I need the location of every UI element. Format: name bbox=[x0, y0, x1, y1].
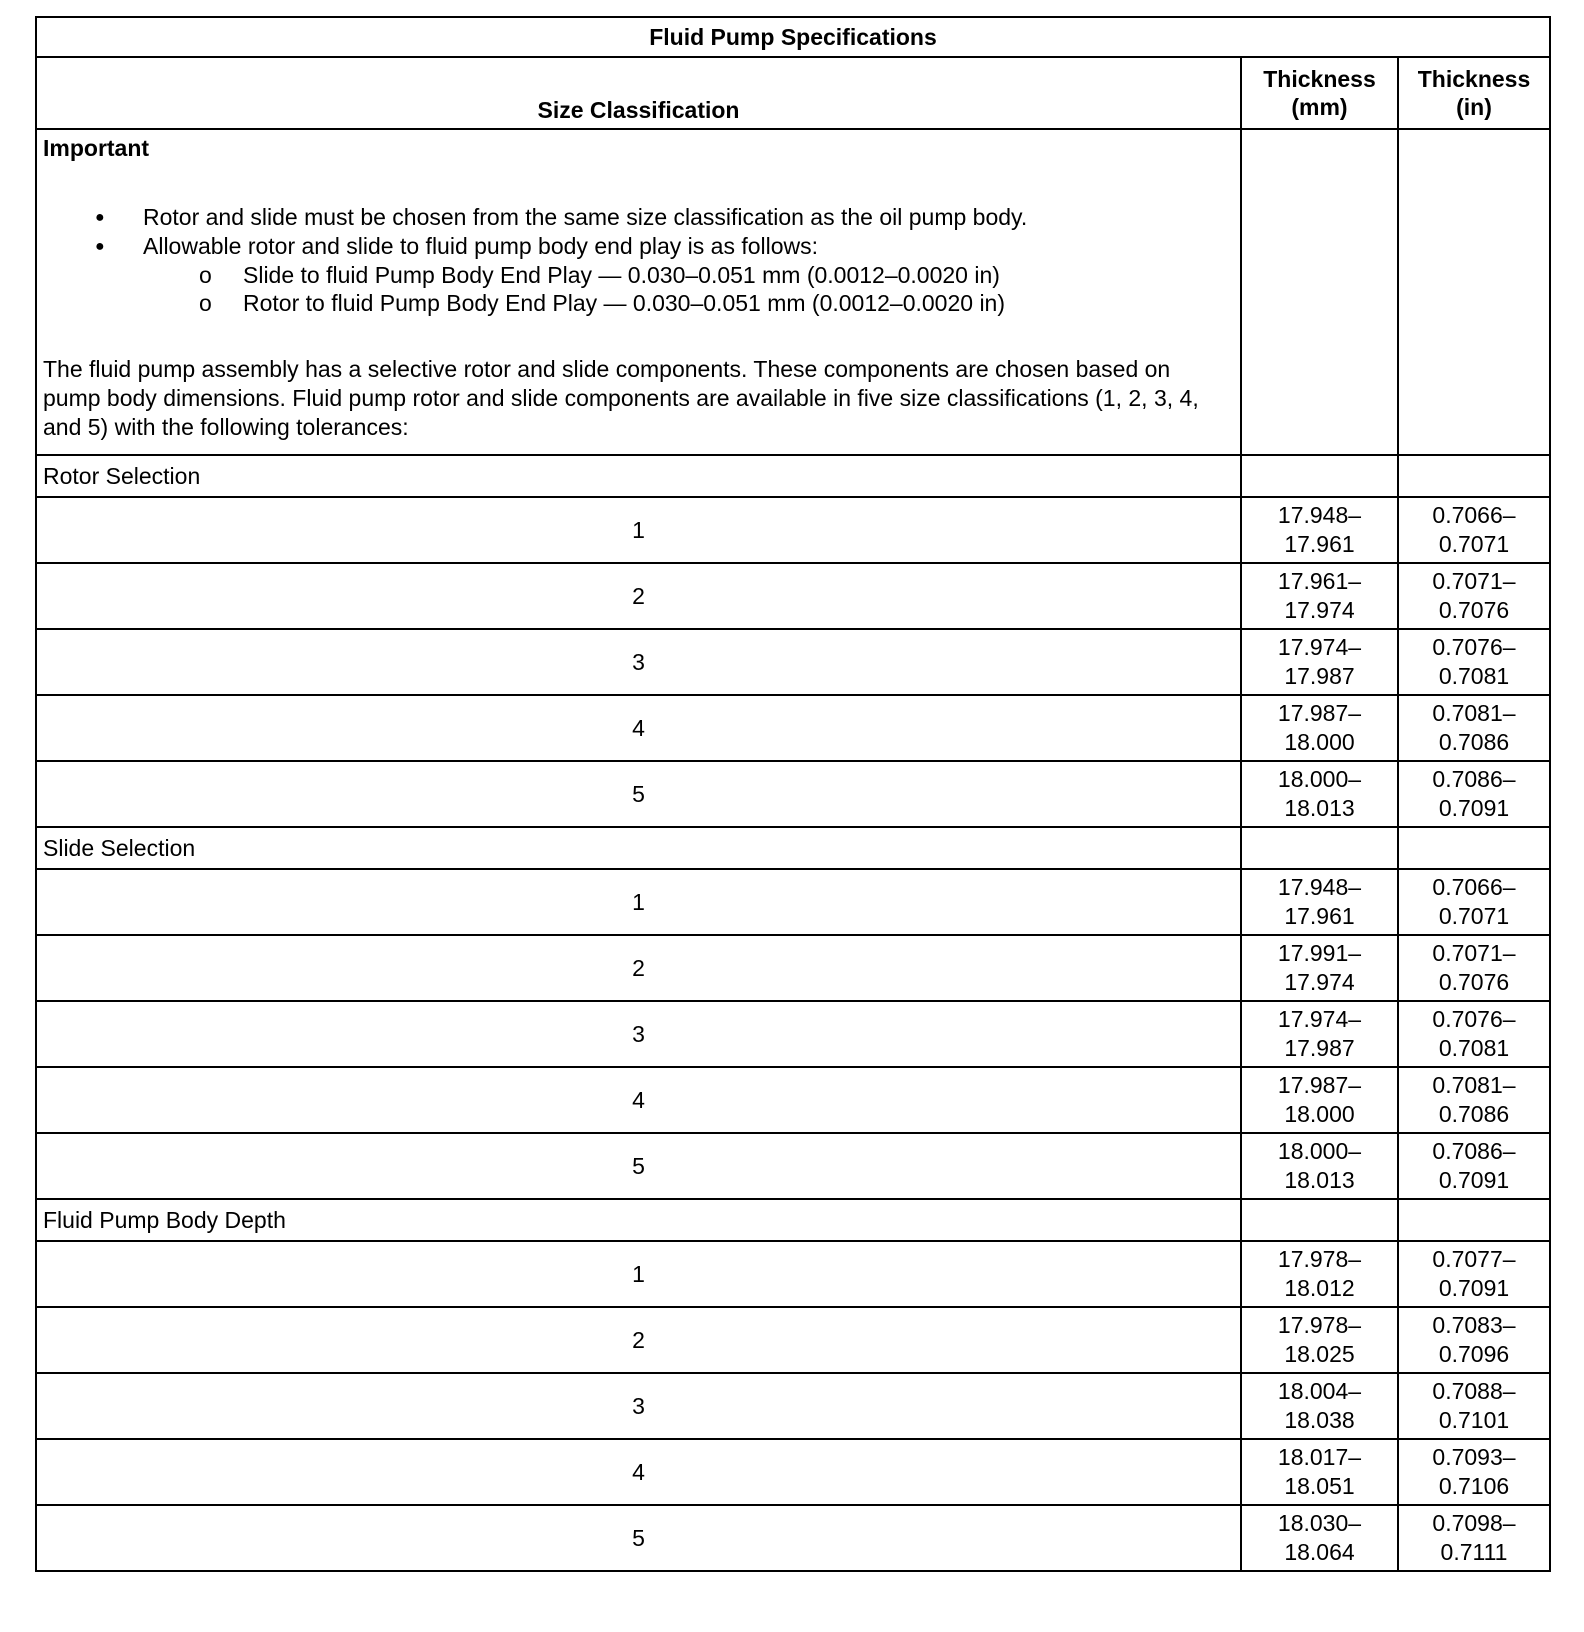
table-row bbox=[36, 761, 1550, 827]
thickness-in-cell-max: 0.7071 bbox=[1438, 531, 1510, 557]
thickness-mm-cell bbox=[1241, 1439, 1398, 1505]
thickness-mm-cell-min: 18.004– bbox=[1277, 1378, 1362, 1404]
thickness-mm-cell-min: 17.961– bbox=[1277, 568, 1362, 594]
thickness-mm-cell-min: 17.978– bbox=[1277, 1312, 1362, 1338]
thickness-in-cell-min: 0.7093– bbox=[1432, 1444, 1516, 1470]
thickness-mm-cell-max: 17.961 bbox=[1284, 531, 1355, 557]
thickness-in-cell-min: 0.7071– bbox=[1432, 568, 1516, 594]
thickness-mm-cell bbox=[1241, 761, 1398, 827]
thickness-in-cell-max: 0.7106 bbox=[1438, 1473, 1510, 1499]
thickness-mm-cell-min: 18.000– bbox=[1277, 766, 1362, 792]
thickness-mm-cell-max: 17.961 bbox=[1284, 903, 1355, 929]
thickness-mm-cell-max: 18.000 bbox=[1284, 729, 1355, 755]
thickness-in-cell-max: 0.7111 bbox=[1440, 1539, 1508, 1565]
size-class-cell: 3 bbox=[36, 629, 1241, 695]
size-class-cell: 5 bbox=[36, 1505, 1241, 1571]
size-class-cell: 4 bbox=[36, 1439, 1241, 1505]
table-row bbox=[36, 1067, 1550, 1133]
header-thickness-in-line2: (in) bbox=[1456, 94, 1492, 120]
thickness-mm-cell-max: 18.000 bbox=[1284, 1101, 1355, 1127]
thickness-mm-cell-min: 17.978– bbox=[1277, 1246, 1362, 1272]
thickness-in-cell-max: 0.7096 bbox=[1438, 1341, 1510, 1367]
table-row bbox=[36, 1307, 1550, 1373]
thickness-in-cell-min: 0.7086– bbox=[1432, 1138, 1516, 1164]
thickness-in-cell-min: 0.7098– bbox=[1432, 1510, 1516, 1536]
thickness-mm-cell-min: 18.000– bbox=[1277, 1138, 1362, 1164]
thickness-mm-cell bbox=[1241, 1001, 1398, 1067]
thickness-in-cell bbox=[1398, 1067, 1550, 1133]
thickness-mm-cell bbox=[1241, 497, 1398, 563]
empty-cell bbox=[1398, 827, 1550, 869]
thickness-mm-cell-min: 17.987– bbox=[1277, 1072, 1362, 1098]
thickness-in-cell bbox=[1398, 869, 1550, 935]
note-sub-bullet: o Rotor to fluid Pump Body End Play — 0.030–0.051 mm (0.0012–0.0020 in) bbox=[43, 289, 1234, 317]
section-header-row bbox=[36, 827, 1550, 869]
thickness-in-cell-min: 0.7088– bbox=[1432, 1378, 1516, 1404]
note-sub-bullet: o Slide to fluid Pump Body End Play — 0.030–0.051 mm (0.0012–0.0020 in) bbox=[43, 261, 1234, 289]
thickness-mm-cell-min: 17.974– bbox=[1277, 1006, 1362, 1032]
header-thickness-mm-line2: (mm) bbox=[1291, 94, 1348, 120]
thickness-in-cell-min: 0.7081– bbox=[1432, 700, 1516, 726]
thickness-mm-cell-max: 17.974 bbox=[1284, 597, 1355, 623]
thickness-mm-cell-min: 18.017– bbox=[1277, 1444, 1362, 1470]
size-class-cell: 5 bbox=[36, 761, 1241, 827]
important-heading: Important bbox=[43, 135, 150, 161]
thickness-in-cell-min: 0.7076– bbox=[1432, 1006, 1516, 1032]
thickness-in-cell-max: 0.7076 bbox=[1438, 597, 1510, 623]
empty-cell bbox=[1398, 129, 1550, 455]
section-header-row bbox=[36, 1199, 1550, 1241]
thickness-mm-cell-max: 17.974 bbox=[1284, 969, 1355, 995]
table-row bbox=[36, 1505, 1550, 1571]
thickness-mm-cell-min: 17.987– bbox=[1277, 700, 1362, 726]
size-class-cell: 1 bbox=[36, 869, 1241, 935]
thickness-in-cell bbox=[1398, 1373, 1550, 1439]
thickness-in-cell-max: 0.7091 bbox=[1438, 1275, 1510, 1301]
empty-cell bbox=[1241, 1199, 1398, 1241]
thickness-in-cell bbox=[1398, 497, 1550, 563]
size-class-cell: 4 bbox=[36, 695, 1241, 761]
thickness-in-cell bbox=[1398, 1133, 1550, 1199]
table-row bbox=[36, 935, 1550, 1001]
thickness-in-cell bbox=[1398, 563, 1550, 629]
table-title: Fluid Pump Specifications bbox=[36, 17, 1550, 57]
empty-cell bbox=[1241, 455, 1398, 497]
size-class-cell: 1 bbox=[36, 497, 1241, 563]
thickness-mm-cell-max: 17.987 bbox=[1284, 1035, 1355, 1061]
thickness-mm-cell bbox=[1241, 869, 1398, 935]
table-row bbox=[36, 1241, 1550, 1307]
thickness-mm-cell-max: 18.064 bbox=[1284, 1539, 1355, 1565]
header-thickness-in-line1: Thickness bbox=[1417, 66, 1531, 92]
important-note-cell bbox=[36, 129, 1241, 455]
thickness-in-cell-min: 0.7076– bbox=[1432, 634, 1516, 660]
thickness-in-cell-max: 0.7086 bbox=[1438, 729, 1510, 755]
thickness-in-cell-max: 0.7101 bbox=[1438, 1407, 1510, 1433]
thickness-mm-cell bbox=[1241, 1505, 1398, 1571]
table-row bbox=[36, 497, 1550, 563]
thickness-mm-cell-max: 18.013 bbox=[1284, 795, 1355, 821]
thickness-in-cell bbox=[1398, 1307, 1550, 1373]
thickness-mm-cell-max: 17.987 bbox=[1284, 663, 1355, 689]
thickness-mm-cell bbox=[1241, 629, 1398, 695]
table-row bbox=[36, 1001, 1550, 1067]
size-class-cell: 2 bbox=[36, 935, 1241, 1001]
section-header-row bbox=[36, 455, 1550, 497]
thickness-mm-cell-max: 18.051 bbox=[1284, 1473, 1355, 1499]
thickness-in-cell bbox=[1398, 695, 1550, 761]
thickness-in-cell-min: 0.7086– bbox=[1432, 766, 1516, 792]
thickness-mm-cell-min: 17.974– bbox=[1277, 634, 1362, 660]
thickness-mm-cell bbox=[1241, 1067, 1398, 1133]
size-class-cell: 2 bbox=[36, 563, 1241, 629]
thickness-in-cell bbox=[1398, 1001, 1550, 1067]
thickness-in-cell-max: 0.7091 bbox=[1438, 795, 1510, 821]
thickness-in-cell bbox=[1398, 629, 1550, 695]
empty-cell bbox=[1398, 455, 1550, 497]
size-class-cell: 5 bbox=[36, 1133, 1241, 1199]
thickness-in-cell-max: 0.7081 bbox=[1438, 663, 1510, 689]
thickness-mm-cell bbox=[1241, 563, 1398, 629]
header-thickness-mm bbox=[1241, 57, 1398, 129]
empty-cell bbox=[1241, 129, 1398, 455]
thickness-in-cell-max: 0.7091 bbox=[1438, 1167, 1510, 1193]
table-row bbox=[36, 563, 1550, 629]
thickness-in-cell-min: 0.7083– bbox=[1432, 1312, 1516, 1338]
table-row bbox=[36, 695, 1550, 761]
section-title: Rotor Selection bbox=[36, 455, 1241, 497]
thickness-in-cell bbox=[1398, 761, 1550, 827]
table-row bbox=[36, 629, 1550, 695]
thickness-mm-cell-max: 18.038 bbox=[1284, 1407, 1355, 1433]
empty-cell bbox=[1241, 827, 1398, 869]
table-row bbox=[36, 1133, 1550, 1199]
size-class-cell: 3 bbox=[36, 1001, 1241, 1067]
thickness-mm-cell-min: 17.948– bbox=[1277, 502, 1362, 528]
thickness-mm-cell bbox=[1241, 1307, 1398, 1373]
note-bullet: ● Allowable rotor and slide to fluid pump body end play is as follows: bbox=[43, 232, 1234, 261]
thickness-mm-cell bbox=[1241, 1133, 1398, 1199]
thickness-in-cell-min: 0.7066– bbox=[1432, 874, 1516, 900]
size-class-cell: 2 bbox=[36, 1307, 1241, 1373]
thickness-mm-cell bbox=[1241, 935, 1398, 1001]
table-row bbox=[36, 869, 1550, 935]
thickness-mm-cell-max: 18.012 bbox=[1284, 1275, 1355, 1301]
header-thickness-in bbox=[1398, 57, 1550, 129]
thickness-in-cell-min: 0.7081– bbox=[1432, 1072, 1516, 1098]
empty-cell bbox=[1398, 1199, 1550, 1241]
size-class-cell: 1 bbox=[36, 1241, 1241, 1307]
note-bullet: ● Rotor and slide must be chosen from the same size classification as the oil pump body. bbox=[43, 203, 1234, 232]
table-row bbox=[36, 1373, 1550, 1439]
thickness-mm-cell-max: 18.025 bbox=[1284, 1341, 1355, 1367]
thickness-mm-cell-min: 17.948– bbox=[1277, 874, 1362, 900]
thickness-in-cell-max: 0.7086 bbox=[1438, 1101, 1510, 1127]
thickness-mm-cell-min: 17.991– bbox=[1277, 940, 1362, 966]
thickness-in-cell bbox=[1398, 1439, 1550, 1505]
thickness-in-cell-max: 0.7081 bbox=[1438, 1035, 1510, 1061]
thickness-mm-cell bbox=[1241, 695, 1398, 761]
header-thickness-mm-line1: Thickness bbox=[1263, 66, 1376, 92]
thickness-in-cell bbox=[1398, 935, 1550, 1001]
thickness-mm-cell-max: 18.013 bbox=[1284, 1167, 1355, 1193]
thickness-in-cell bbox=[1398, 1505, 1550, 1571]
header-size-classification: Size Classification bbox=[36, 57, 1241, 129]
thickness-in-cell-min: 0.7066– bbox=[1432, 502, 1516, 528]
thickness-in-cell bbox=[1398, 1241, 1550, 1307]
thickness-in-cell-min: 0.7071– bbox=[1432, 940, 1516, 966]
thickness-in-cell-max: 0.7076 bbox=[1438, 969, 1510, 995]
thickness-mm-cell bbox=[1241, 1373, 1398, 1439]
thickness-mm-cell bbox=[1241, 1241, 1398, 1307]
section-title: Slide Selection bbox=[36, 827, 1241, 869]
size-class-cell: 3 bbox=[36, 1373, 1241, 1439]
note-paragraph: The fluid pump assembly has a selective rotor and slide components. These components are chosen based on pump body dimensions. Fluid pump rotor and slide components are available in five size classifications (1, 2, 3, 4, and 5) with the following tolerances: bbox=[43, 356, 1199, 440]
thickness-in-cell-min: 0.7077– bbox=[1432, 1246, 1516, 1272]
size-class-cell: 4 bbox=[36, 1067, 1241, 1133]
section-title: Fluid Pump Body Depth bbox=[36, 1199, 1241, 1241]
fluid-pump-spec-table bbox=[35, 16, 1551, 1572]
thickness-mm-cell-min: 18.030– bbox=[1277, 1510, 1362, 1536]
table-row bbox=[36, 1439, 1550, 1505]
thickness-in-cell-max: 0.7071 bbox=[1438, 903, 1510, 929]
